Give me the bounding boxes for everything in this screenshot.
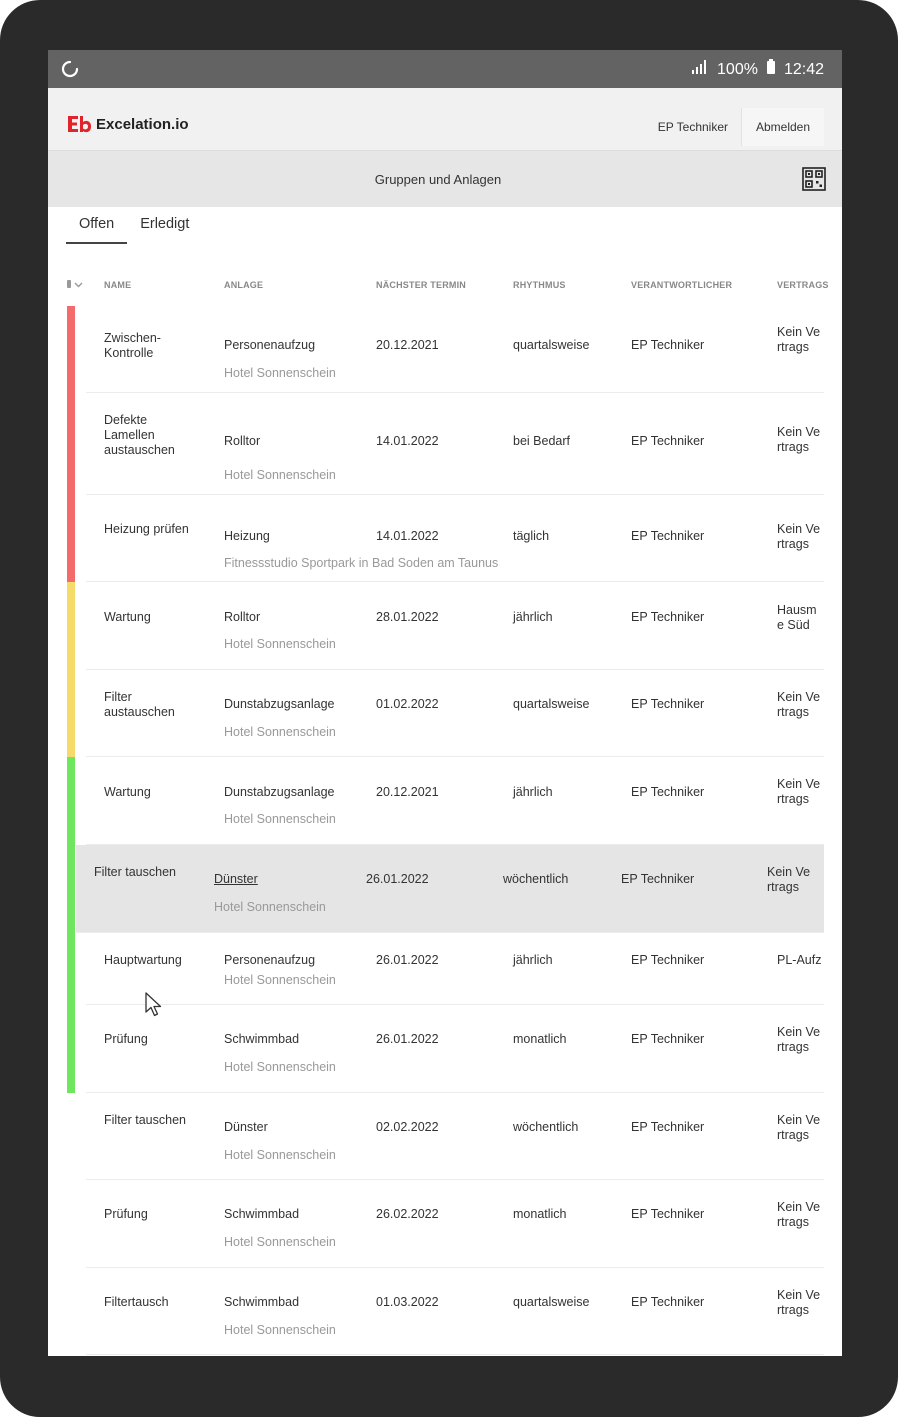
clock: 12:42 [783,60,824,78]
status-bar [48,50,842,88]
task-table [48,306,824,1355]
table-row[interactable] [86,495,824,582]
contract: Kein Vertrags [777,690,821,719]
contract: PL-Aufz [777,953,822,967]
table-row[interactable] [86,582,824,670]
responsible: EP Techniker [621,872,695,886]
contract: Kein Vertrags [777,1200,821,1229]
anlage-link[interactable]: Schwimmbad [224,1295,300,1309]
anlage-link[interactable]: Dünster [224,1120,268,1134]
column-header-rhythmus[interactable]: RHYTHMUS [513,280,566,290]
rhythm: quartalsweise [513,1295,590,1309]
rhythm: monatlich [513,1207,567,1221]
table-row[interactable] [86,306,824,393]
contract: Kein Vertrags [777,1025,821,1054]
table-row[interactable] [86,1180,824,1268]
next-date: 01.03.2022 [376,1295,439,1309]
responsible: EP Techniker [631,953,705,967]
task-name: Prüfung [104,1207,148,1221]
location-name: Hotel Sonnenschein [224,468,336,482]
responsible: EP Techniker [631,697,705,711]
screen [48,50,842,1356]
column-header-termin[interactable]: NÄCHSTER TERMIN [376,280,466,290]
sync-icon [60,59,80,84]
next-date: 20.12.2021 [376,785,439,799]
rhythm: jährlich [513,610,553,624]
next-date: 20.12.2021 [376,338,439,352]
tab-offen[interactable]: Offen [66,214,127,244]
status-indicator-bar [67,670,75,757]
location-name: Hotel Sonnenschein [224,973,336,987]
column-header-anlage[interactable]: ANLAGE [224,280,264,290]
anlage-link[interactable]: Rolltor [224,434,261,448]
next-date: 26.01.2022 [376,1032,439,1046]
responsible: EP Techniker [631,1295,705,1309]
status-indicator-bar [67,1005,75,1093]
location-name: Hotel Sonnenschein [214,900,326,914]
page-title: Gruppen und Anlagen [374,172,502,187]
next-date: 14.01.2022 [376,434,439,448]
location-name: Hotel Sonnenschein [224,1235,336,1249]
status-indicator-bar [67,582,75,670]
brand-name: Excelation.io [96,115,189,133]
column-header-name[interactable]: NAME [104,280,132,290]
task-name: Defekte Lamellen austauschen [104,413,175,457]
task-name: Filter tauschen [104,1113,186,1127]
anlage-link[interactable]: Personenaufzug [224,953,316,967]
location-name: Fitnessstudio Sportpark in Bad Soden am Taunus [224,556,499,570]
task-name: Filter austauschen [104,690,175,719]
next-date: 26.01.2022 [376,953,439,967]
table-row[interactable] [86,1093,824,1180]
battery-icon [766,59,776,80]
responsible: EP Techniker [631,1120,705,1134]
contract: Kein Vertrags [777,1113,821,1142]
logout-button[interactable]: Abmelden [741,108,824,146]
responsible: EP Techniker [631,1207,705,1221]
contract: Kein Vertrags [777,777,821,806]
responsible: EP Techniker [631,434,705,448]
table-row[interactable] [76,845,824,933]
tab-bar [66,214,202,244]
task-name: Hauptwartung [104,953,182,967]
contract: Kein Vertrags [777,522,821,551]
table-row[interactable] [86,1268,824,1355]
contract: Kein Vertrags [777,325,821,354]
status-indicator-bar [67,933,75,1005]
status-indicator-bar [67,495,75,582]
rhythm: monatlich [513,1032,567,1046]
table-row[interactable] [86,670,824,757]
responsible: EP Techniker [631,338,705,352]
table-row[interactable] [86,1005,824,1093]
anlage-link[interactable]: Schwimmbad [224,1207,300,1221]
location-name: Hotel Sonnenschein [224,812,336,826]
task-name: Filter tauschen [94,865,176,879]
location-name: Hotel Sonnenschein [224,1148,336,1162]
user-name[interactable]: EP Techniker [657,120,728,134]
rhythm: wöchentlich [513,1120,579,1134]
task-name: Prüfung [104,1032,148,1046]
responsible: EP Techniker [631,610,705,624]
next-date: 01.02.2022 [376,697,439,711]
contract: Kein Vertrags [777,425,821,454]
next-date: 26.01.2022 [366,872,429,886]
task-name: Filtertausch [104,1295,169,1309]
next-date: 28.01.2022 [376,610,439,624]
location-name: Hotel Sonnenschein [224,366,336,380]
responsible: EP Techniker [631,1032,705,1046]
rhythm: quartalsweise [513,338,590,352]
task-name: Wartung [104,610,151,624]
status-indicator-bar [67,757,75,845]
next-date: 26.02.2022 [376,1207,439,1221]
rhythm: quartalsweise [513,697,590,711]
page-subheader [48,150,842,207]
task-name: Zwischen-Kontrolle [104,331,161,360]
table-row[interactable] [86,933,824,1005]
location-name: Hotel Sonnenschein [224,1323,336,1337]
battery-level: 100% [717,60,758,78]
app-header [48,88,842,150]
signal-icon [691,59,709,80]
table-row[interactable] [86,757,824,845]
contract: Kein Vertrags [767,865,811,894]
contract: Kein Vertrags [777,1288,821,1317]
anlage-link[interactable]: Personenaufzug [224,338,316,352]
sort-dropdown-icon[interactable] [66,278,86,296]
next-date: 14.01.2022 [376,529,439,543]
rhythm: wöchentlich [503,872,569,886]
anlage-link[interactable]: Rolltor [224,610,261,624]
mouse-cursor-icon [145,992,163,1023]
rhythm: täglich [513,529,550,543]
column-header-vertrag[interactable]: VERTRAGS [777,280,829,290]
rhythm: jährlich [513,785,553,799]
anlage-link[interactable]: Dunstabzugsanlage [224,697,335,711]
responsible: EP Techniker [631,785,705,799]
rhythm: bei Bedarf [513,434,570,448]
location-name: Hotel Sonnenschein [224,725,336,739]
table-row[interactable] [86,393,824,495]
rhythm: jährlich [513,953,553,967]
status-indicator-bar [67,306,75,393]
task-name: Heizung prüfen [104,522,189,536]
status-indicator-bar [67,845,75,933]
qr-scan-icon[interactable] [802,167,826,196]
anlage-link[interactable]: Schwimmbad [224,1032,300,1046]
contract: Hausme Süd [777,603,817,632]
next-date: 02.02.2022 [376,1120,439,1134]
location-name: Hotel Sonnenschein [224,637,336,651]
task-name: Wartung [104,785,151,799]
column-header-verantwortlicher[interactable]: VERANTWORTLICHER [631,280,733,290]
anlage-link[interactable]: Dunstabzugsanlage [224,785,335,799]
logo[interactable] [66,114,189,134]
location-name: Hotel Sonnenschein [224,1060,336,1074]
anlage-link[interactable]: Heizung [224,529,270,543]
tab-erledigt[interactable]: Erledigt [140,216,190,232]
status-indicator-bar [67,393,75,495]
responsible: EP Techniker [631,529,705,543]
anlage-link[interactable]: Dünster [214,872,258,886]
brand-logo-icon [66,114,92,134]
